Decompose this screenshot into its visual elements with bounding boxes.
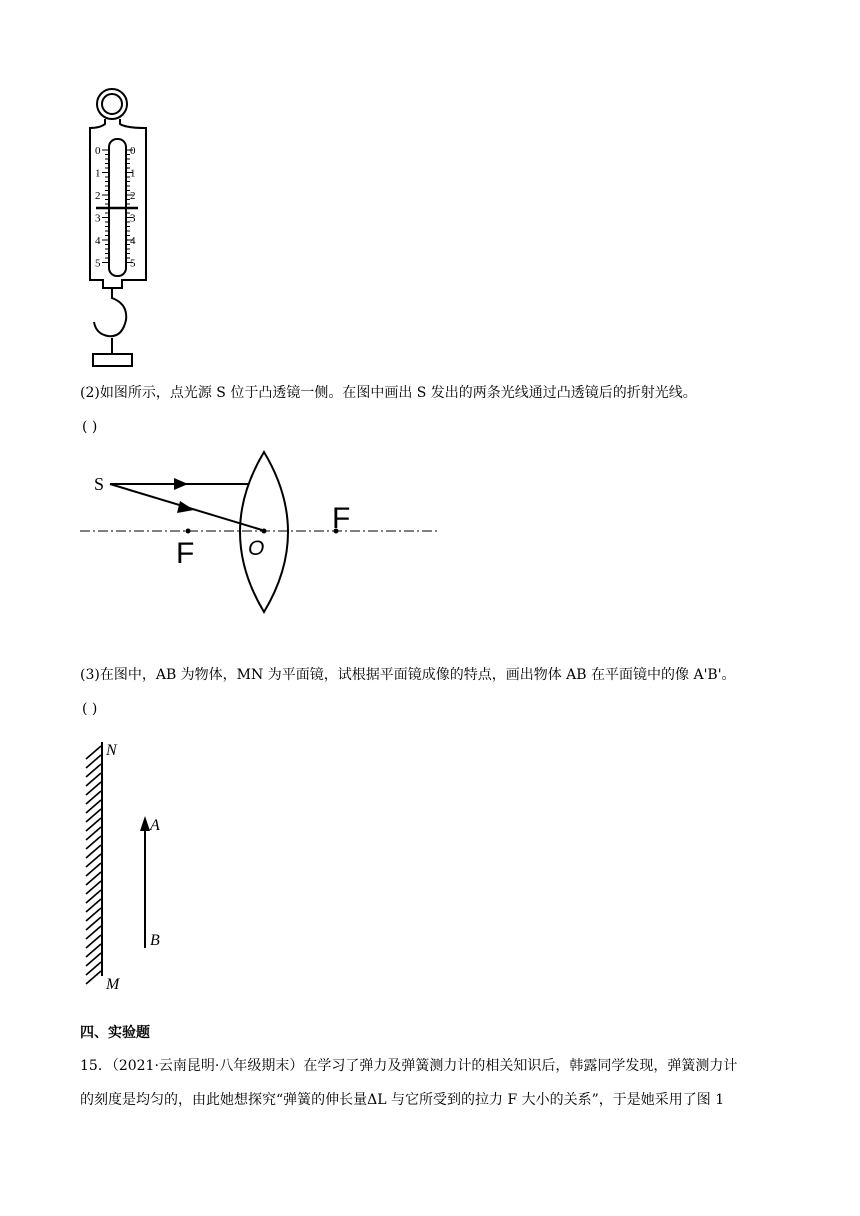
question-3-answer-blank: ( ) (82, 701, 98, 717)
scale-number-left: 0 (95, 145, 101, 157)
scale-number-right: 2 (130, 190, 136, 202)
scale-number-left: 2 (95, 190, 101, 202)
label-b: B (150, 932, 160, 949)
label-focus-left: F (176, 537, 195, 570)
ray-center-arrow (177, 501, 194, 513)
section-heading: 四、实验题 (80, 1025, 150, 1041)
spring-scale-figure (0, 0, 860, 380)
scale-number-right: 3 (130, 212, 136, 225)
label-center-o: O (248, 537, 265, 560)
question-2-answer-blank: ( ) (82, 419, 98, 435)
scale-number-right: 1 (130, 167, 136, 180)
scale-stand-base (93, 354, 132, 366)
question-15-line-2: 的刻度是均匀的，由此她想探究“弹簧的伸长量ΔL 与它所受到的拉力 F 大小的关系”，于是她采用了图 1 (80, 1092, 725, 1108)
scale-hook (94, 288, 126, 336)
question-3-prompt: (3)在图中，AB 为物体，MN 为平面镜，试根据平面镜成像的特点，画出物体 AB 在平面镜中的像 A'B'。 (80, 667, 736, 683)
label-focus-right: F (332, 502, 351, 535)
scale-number-left: 3 (95, 212, 101, 225)
label-m: M (106, 976, 120, 993)
label-n: N (106, 742, 117, 759)
scale-number-right: 5 (130, 257, 136, 270)
center-dot (262, 529, 267, 534)
scale-ring-inner (102, 94, 122, 114)
question-2-prompt: (2)如图所示，点光源 S 位于凸透镜一侧。在图中画出 S 发出的两条光线通过凸透镜后的折射光线。 (80, 385, 697, 401)
label-a: A (150, 817, 160, 834)
scale-number-left: 5 (95, 257, 101, 270)
label-source-s: S (94, 474, 105, 494)
object-ab-arrow (140, 816, 150, 831)
plane-mirror-figure (0, 730, 860, 1010)
scale-number-left: 1 (95, 167, 101, 180)
convex-lens-figure (0, 440, 860, 640)
scale-number-right: 0 (130, 145, 136, 157)
ray-parallel-arrow (174, 478, 188, 490)
scale-number-left: 4 (95, 235, 101, 247)
scale-number-right: 4 (130, 235, 136, 247)
question-15-line-1: 15．（2021·云南昆明·八年级期末）在学习了弹力及弹簧测力计的相关知识后，韩露同学发现，弹簧测力计 (80, 1058, 738, 1074)
focus-left-dot (186, 529, 191, 534)
